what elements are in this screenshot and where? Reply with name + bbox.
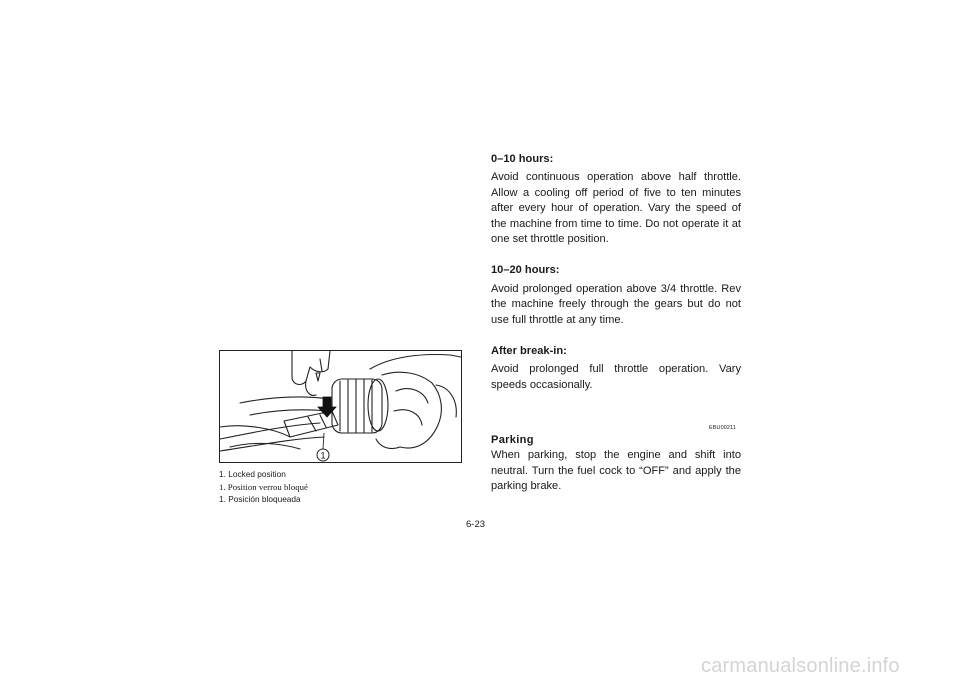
section-0-10-hours	[491, 152, 741, 247]
reference-code: EBU00211	[709, 425, 736, 431]
section-after-break-in	[491, 344, 741, 393]
caption-english: 1. Locked position	[219, 469, 286, 479]
caption-spanish: 1. Posición bloqueada	[219, 494, 301, 505]
break-in-instructions	[491, 152, 741, 409]
section-body: Avoid continuous operation above half throttle. Allow a cooling off period of five to ten minutes after every hour of operation. Vary the speed of the machine from time to time. Do not operate it at one set throttle position.	[491, 171, 741, 246]
parking-title: Parking	[491, 434, 534, 446]
gripping-hand	[370, 355, 461, 369]
figure-captions	[219, 468, 479, 506]
section-heading: 10–20 hours:	[491, 264, 560, 277]
section-heading: 0–10 hours:	[491, 153, 554, 165]
callout-number: 1	[320, 450, 326, 461]
section-heading: After break-in:	[491, 345, 567, 358]
caption-french: 1. Position verrou bloqué	[219, 481, 308, 492]
page-number: 6-23	[466, 519, 486, 530]
pointing-hand	[292, 351, 330, 384]
section-10-20-hours	[491, 263, 741, 328]
parking-section	[491, 433, 741, 495]
section-body: Avoid prolonged operation above 3/4 throttle. Rev the machine freely through the gears but do not use full throttle at any time.	[491, 282, 741, 326]
parking-body: When parking, stop the engine and shift into neutral. Turn the fuel cock to “OFF” and apply the parking brake.	[491, 449, 741, 493]
brake-lock-illustration	[219, 350, 462, 463]
watermark: carmanualsonline.info	[701, 655, 900, 677]
section-body: Avoid prolonged full throttle operation. Vary speeds occasionally.	[491, 363, 741, 391]
